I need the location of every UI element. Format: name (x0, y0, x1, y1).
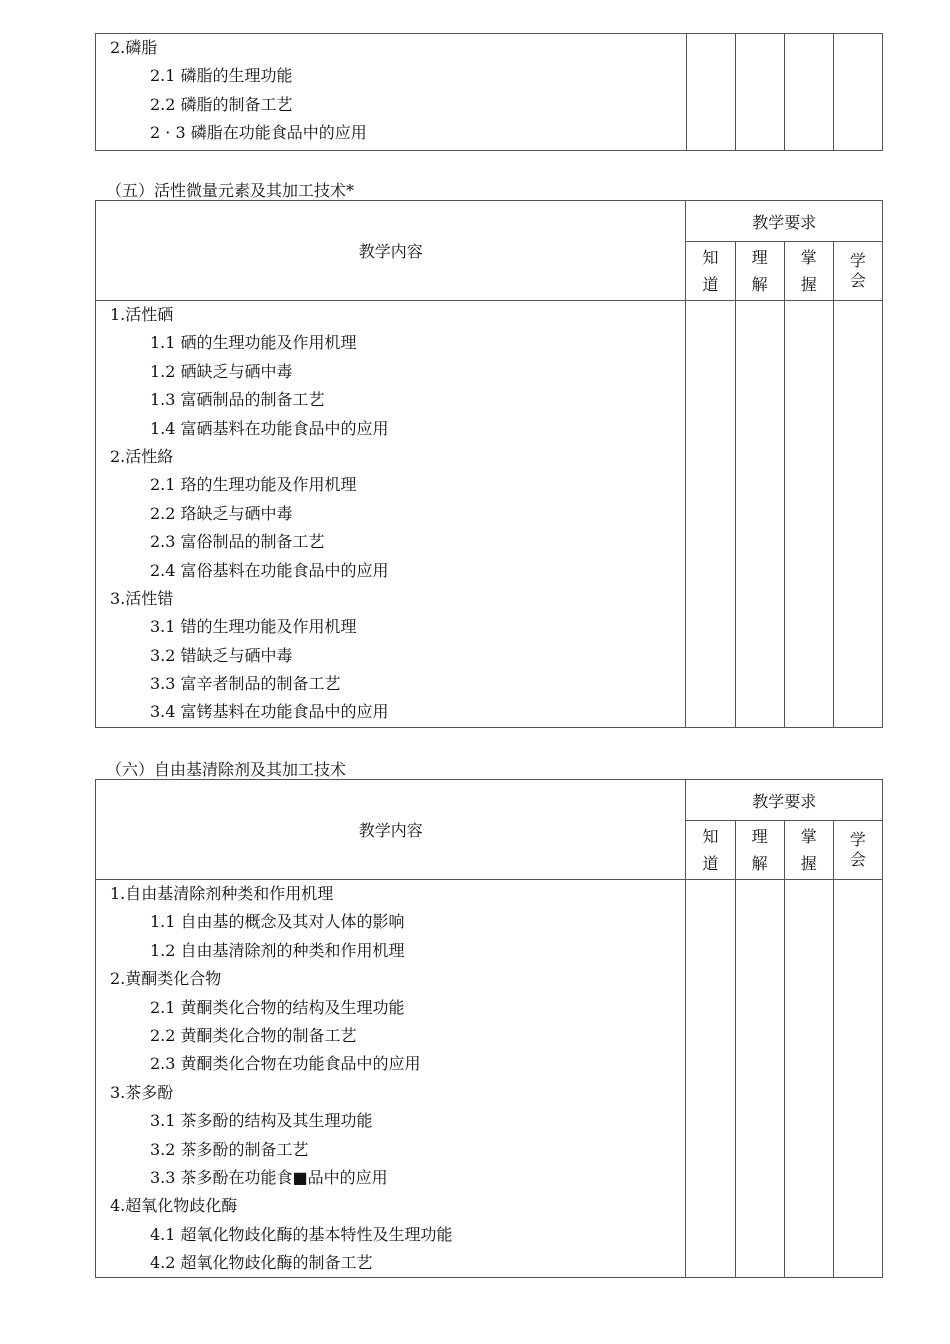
list-item: 2.磷脂 (110, 38, 158, 57)
section6-req-master (784, 880, 833, 1278)
content-list (110, 34, 686, 148)
section5-col-understand: 理 解 (735, 242, 784, 301)
section6-table-block (95, 779, 883, 1278)
list-subitem: 2.3 黄酮类化合物在功能食品中的应用 (150, 1054, 421, 1074)
section5-req-know (686, 301, 735, 728)
list-subitem: 2.1 珞的生理功能及作用机理 (150, 475, 357, 495)
list-subitem: 2.2 磷脂的制备工艺 (150, 94, 293, 114)
list-subitem: 1.1 硒的生理功能及作用机理 (150, 333, 357, 353)
list-subitem: 4.2 超氧化物歧化酶的制备工艺 (150, 1253, 373, 1273)
section5-req-learn (833, 301, 882, 728)
list-item: 2.黄酮类化合物 (110, 969, 222, 989)
list-subitem: 2.2 珞缺乏与硒中毒 (150, 503, 293, 523)
list-subitem: 2.4 富俗基料在功能食品中的应用 (150, 560, 389, 580)
list-item: 2.活性絡 (110, 446, 174, 466)
list-item: 1.活性硒 (110, 305, 174, 324)
list-item: 3.活性错 (110, 588, 174, 608)
section5-col-learn: 学 会 (833, 242, 882, 301)
list-subitem: 3.1 茶多酚的结构及其生理功能 (150, 1111, 373, 1131)
section5-title: （五）活性微量元素及其加工技术* (106, 181, 355, 200)
list-subitem: 4.1 超氧化物歧化酶的基本特性及生理功能 (150, 1224, 453, 1244)
list-item: 1.自由基清除剂种类和作用机理 (110, 884, 334, 903)
section6-content-list (110, 880, 685, 1277)
phospholipid-table-block (95, 33, 883, 151)
section5-req-master (784, 301, 833, 728)
list-subitem: 3.2 错缺乏与硒中毒 (150, 645, 293, 665)
section6-req-understand (735, 880, 784, 1278)
section6-content-cell (96, 880, 686, 1278)
section6-title: （六）自由基清除剂及其加工技术 (106, 760, 347, 779)
list-subitem: 3.4 富铐基料在功能食品中的应用 (150, 702, 389, 722)
list-item: 3.茶多酚 (110, 1082, 174, 1102)
section6-col-master: 掌 握 (784, 821, 833, 880)
list-subitem: 2.3 富俗制品的制备工艺 (150, 532, 325, 552)
section5-req-understand (735, 301, 784, 728)
section6-col-know: 知 道 (686, 821, 735, 880)
list-subitem: 1.2 自由基清除剂的种类和作用机理 (150, 940, 405, 960)
req-cell-learn (833, 34, 882, 151)
list-subitem: 3.3 茶多酚在功能食■品中的应用 (150, 1167, 388, 1187)
list-subitem: 1.4 富硒基料在功能食品中的应用 (150, 418, 389, 438)
content-cell (96, 34, 687, 151)
section6-table (95, 779, 883, 1278)
section6-requirements-header: 教学要求 (686, 780, 883, 821)
list-subitem: 2.2 黄酮类化合物的制备工艺 (150, 1025, 357, 1045)
section5-table (95, 200, 883, 728)
section5-requirements-header: 教学要求 (686, 201, 883, 242)
list-subitem: 1.2 硒缺乏与硒中毒 (150, 361, 293, 381)
req-cell-master (784, 34, 833, 151)
section5-content-cell (96, 301, 686, 728)
req-cell-know (686, 34, 735, 151)
list-subitem: 1.1 自由基的概念及其对人体的影响 (150, 912, 405, 932)
section5-table-block (95, 200, 883, 728)
list-subitem: 2.1 黄酮类化合物的结构及生理功能 (150, 997, 405, 1017)
section6-req-know (686, 880, 735, 1278)
list-subitem: 2 · 3 磷脂在功能食品中的应用 (150, 123, 367, 143)
list-item: 4.超氧化物歧化酶 (110, 1196, 238, 1216)
section6-col-learn: 学 会 (833, 821, 882, 880)
section5-col-know: 知 道 (686, 242, 735, 301)
list-subitem: 2.1 磷脂的生理功能 (150, 66, 293, 86)
section6-content-header: 教学内容 (96, 780, 686, 880)
list-subitem: 1.3 富硒制品的制备工艺 (150, 390, 325, 410)
section6-col-understand: 理 解 (735, 821, 784, 880)
section5-content-list (110, 301, 685, 727)
list-subitem: 3.2 茶多酚的制备工艺 (150, 1139, 309, 1159)
section5-col-master: 掌 握 (784, 242, 833, 301)
section5-content-header: 教学内容 (96, 201, 686, 301)
req-cell-understand (735, 34, 784, 151)
section6-req-learn (833, 880, 882, 1278)
list-subitem: 3.3 富辛者制品的制备工艺 (150, 674, 341, 694)
list-subitem: 3.1 错的生理功能及作用机理 (150, 617, 357, 637)
phospholipid-table (95, 33, 883, 151)
